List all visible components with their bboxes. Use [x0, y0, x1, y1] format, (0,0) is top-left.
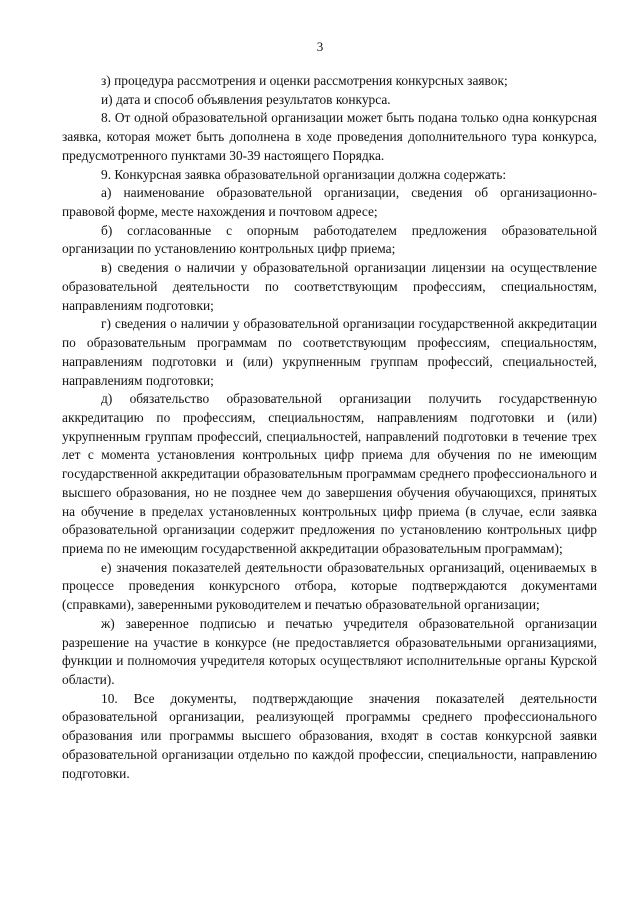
paragraph-item-z: з) процедура рассмотрения и оценки рассмотрения конкурсных заявок; — [101, 73, 508, 88]
document-body — [62, 72, 597, 783]
paragraph-clause-10: 10. Все документы, подтверждающие значения показателей деятельности образовательной организации, реализующей программы среднего профессионального образования или программы высшего образования, входят в состав конкурсной заявки образовательной организации отдельно по каждой профессии, специальности, направлению подготовки. — [62, 690, 597, 781]
paragraph-item-i: и) дата и способ объявления результатов конкурса. — [101, 91, 391, 107]
paragraph-item-d: д) обязательство образовательной организации получить государственную аккредитацию по профессиям, специальностям, направлениям подготовки и (или) укрупненным группам профессий, специальностей, направлений подготовки в течение трех лет с момента установления контрольных цифр приема для обучения по не имеющим государственной аккредитации образовательным программам среднего профессионального и высшего образования, но не позднее чем до завершения обучения обучающихся, принятых на обучение в пределах установленных контрольных цифр приема (в случае, если заявка образовательной организации содержит предложения по установлению контрольных цифр приема по не имеющим государственной аккредитации образовательным программам); — [62, 391, 597, 556]
paragraph-item-v: в) сведения о наличии у образовательной организации лицензии на осуществление образовательной деятельности по соответствующим профессиям, специальностям, направлениям подготовки; — [62, 260, 597, 313]
paragraph-item-zh: ж) заверенное подписью и печатью учредителя образовательной организации разрешение на участие в конкурсе (не предоставляется образовательными организациями, функции и полномочия учредителя которых осуществляют исполнительные органы Курской области). — [62, 615, 597, 687]
page-number: 3 — [316, 39, 324, 54]
paragraph-clause-9: 9. Конкурсная заявка образовательной организации должна содержать: — [101, 166, 507, 182]
paragraph-clause-8: 8. От одной образовательной организации может быть подана только одна конкурсная заявка, которая может быть дополнена в ходе проведения дополнительного тура конкурса, предусмотренного пунктами 30-39 настоящего Порядка. — [62, 110, 597, 163]
paragraph-item-g: г) сведения о наличии у образовательной организации государственной аккредитации по образовательным программам по соответствующим профессиям, специальностям, направлениям подготовки и (или) укрупненным группам профессий, специальностей, направлениям подготовки; — [62, 316, 597, 388]
paragraph-item-b: б) согласованные с опорным работодателем предложения образовательной организации по установлению контрольных цифр приема; — [62, 222, 597, 257]
paragraph-item-e: е) значения показателей деятельности образовательных организаций, оцениваемых в процессе проведения конкурсного отбора, которые подтверждаются документами (справками), заверенными руководителем и печатью образовательной организации; — [62, 559, 597, 613]
paragraph-item-a: а) наименование образовательной организации, сведения об организационно-правовой форме, месте нахождения и почтовом адресе; — [62, 185, 597, 220]
